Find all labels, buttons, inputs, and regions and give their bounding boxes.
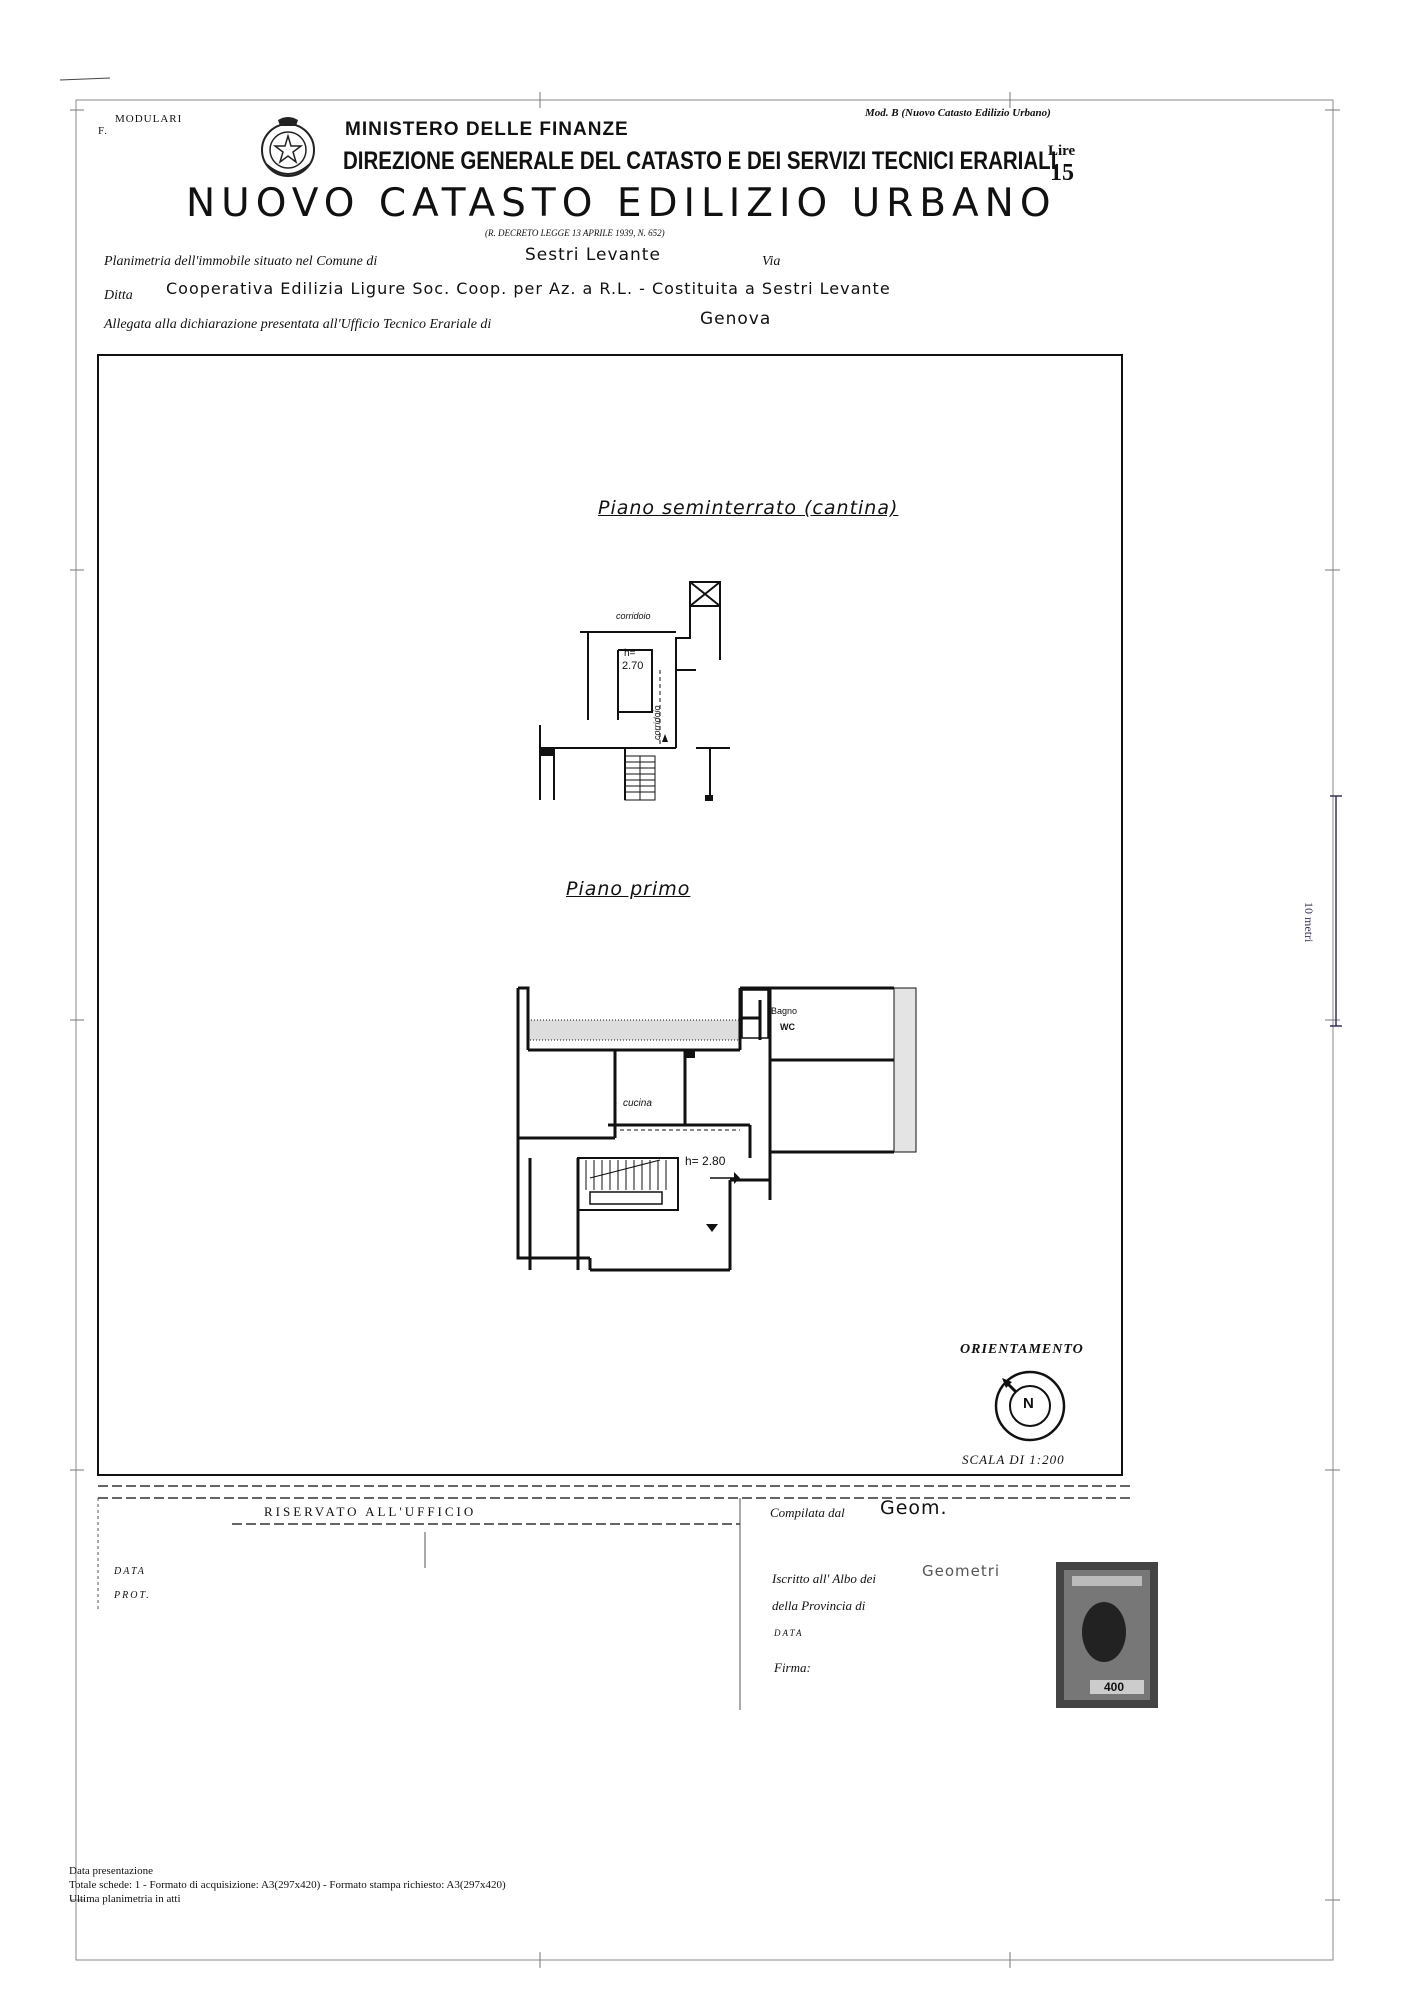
- height-label-semi: h=: [624, 648, 636, 659]
- law-reference: (R. DECRETO LEGGE 13 APRILE 1939, N. 652): [485, 228, 665, 238]
- compilata-value: Geom.: [880, 1497, 948, 1519]
- corridoio-label-vertical: corridoio: [652, 705, 662, 740]
- ditta-label: Ditta: [104, 288, 133, 303]
- bagno-label: Bagno: [771, 1006, 798, 1016]
- provincia-label: della Provincia di: [772, 1598, 866, 1613]
- wc-label: WC: [780, 1022, 795, 1032]
- comune-value: Sestri Levante: [525, 245, 661, 265]
- seminterrato-title: Piano seminterrato (cantina): [598, 497, 899, 519]
- firma-label: Firma:: [774, 1660, 811, 1675]
- primo-title: Piano primo: [566, 878, 691, 900]
- allegata-label: Allegata alla dichiarazione presentata all'Ufficio Tecnico Erariale di: [104, 317, 492, 332]
- albo-value: Geometri: [922, 1562, 1001, 1580]
- height-value-semi: 2.70: [622, 660, 644, 672]
- albo-label: Iscritto all' Albo dei: [772, 1571, 877, 1586]
- lire-value: 15: [1050, 160, 1074, 186]
- model-reference: Mod. B (Nuovo Catasto Edilizio Urbano): [865, 107, 1051, 119]
- modulari-sub: F.: [98, 125, 108, 137]
- scale-bar-label: 10 metri: [1302, 902, 1316, 943]
- direzione-name: DIREZIONE GENERALE DEL CATASTO E DEI SERVIZI TECNICI ERARIALI: [343, 147, 1057, 175]
- prot-label: PROT.: [114, 1590, 151, 1601]
- cucina-label: cucina: [623, 1098, 652, 1109]
- lire-label: Lire: [1048, 143, 1076, 159]
- height-label-primo: h= 2.80: [685, 1154, 726, 1168]
- orientamento-label: ORIENTAMENTO: [960, 1342, 1084, 1357]
- ministry-name: MINISTERO DELLE FINANZE: [345, 119, 629, 140]
- scale-label: SCALA DI 1:200: [962, 1452, 1065, 1467]
- footer-line-3: Ultima planimetria in atti: [69, 1893, 181, 1905]
- footer-line-1: Data presentazione: [69, 1865, 153, 1877]
- via-label: Via: [762, 254, 781, 269]
- north-label: N: [1023, 1395, 1034, 1412]
- data-label-right: DATA: [774, 1628, 804, 1638]
- corridoio-label-top: corridoio: [616, 611, 651, 621]
- document-title: NUOVO CATASTO EDILIZIO URBANO: [186, 181, 1057, 226]
- planimetria-label: Planimetria dell'immobile situato nel Comune di: [104, 254, 378, 269]
- compilata-label: Compilata dal: [770, 1505, 845, 1520]
- ditta-value: Cooperativa Edilizia Ligure Soc. Coop. per Az. a R.L. - Costituita a Sestri Levante: [166, 279, 891, 298]
- modulari-label: MODULARI: [115, 113, 183, 125]
- riservato-label: RISERVATO ALL'UFFICIO: [264, 1504, 477, 1519]
- stamp-value: 400: [1104, 1680, 1125, 1694]
- data-label-left: DATA: [114, 1566, 146, 1577]
- ufficio-value: Genova: [700, 309, 772, 329]
- footer-line-2: Totale schede: 1 - Formato di acquisizione: A3(297x420) - Formato stampa richiesto: A3(297x420): [69, 1879, 506, 1891]
